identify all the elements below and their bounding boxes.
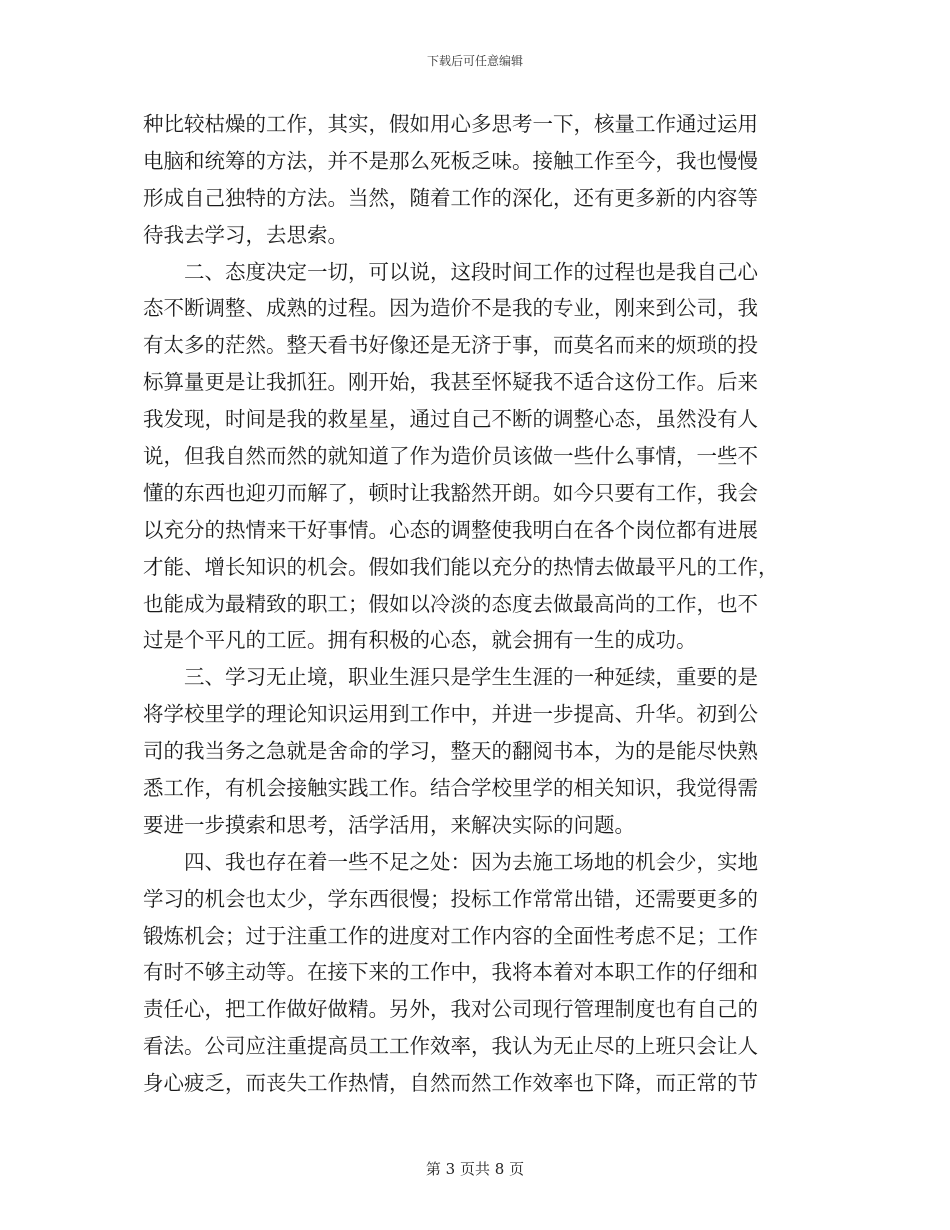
text-line: 司的我当务之急就是舍命的学习，整天的翻阅书本，为的是能尽快熟 — [143, 739, 758, 764]
text-line: 懂的东西也迎刃而解了，顿时让我豁然开朗。如今只要有工作，我会 — [143, 480, 758, 505]
text-line: 以充分的热情来干好事情。心态的调整使我明白在各个岗位都有进展 — [143, 517, 758, 542]
text-line: 待我去学习，去思索。 — [143, 222, 348, 247]
text-line: 二、态度决定一切，可以说，这段时间工作的过程也是我自己心 — [143, 259, 758, 284]
text-line: 四、我也存在着一些不足之处：因为去施工场地的机会少，实地 — [143, 849, 758, 874]
page-footer: 第 3 页共 8 页 — [425, 1160, 525, 1178]
text-line: 看法。公司应注重提高员工工作效率，我认为无止尽的上班只会让人 — [143, 1034, 758, 1059]
document-body — [143, 106, 805, 1102]
text-line: 锻炼机会；过于注重工作的进度对工作内容的全面性考虑不足；工作 — [143, 923, 758, 948]
text-line: 也能成为最精致的职工；假如以冷淡的态度去做最高尚的工作，也不 — [143, 591, 758, 616]
text-line: 态不断调整、成熟的过程。因为造价不是我的专业，刚来到公司，我 — [143, 296, 758, 321]
text-line: 我发现，时间是我的救星星，通过自己不断的调整心态，虽然没有人 — [143, 407, 758, 432]
text-line: 将学校里学的理论知识运用到工作中，并进一步提高、升华。初到公 — [143, 702, 758, 727]
text-line: 才能、增长知识的机会。假如我们能以充分的热情去做最平凡的工作， — [143, 554, 779, 579]
text-line: 有时不够主动等。在接下来的工作中，我将本着对本职工作的仔细和 — [143, 960, 758, 985]
text-line: 说，但我自然而然的就知道了作为造价员该做一些什么事情，一些不 — [143, 444, 758, 469]
text-line: 悉工作，有机会接触实践工作。结合学校里学的相关知识，我觉得需 — [143, 776, 758, 801]
text-line: 身心疲乏，而丧失工作热情，自然而然工作效率也下降，而正常的节 — [143, 1071, 758, 1096]
text-line: 形成自己独特的方法。当然，随着工作的深化，还有更多新的内容等 — [143, 185, 758, 210]
text-line: 过是个平凡的工匠。拥有积极的心态，就会拥有一生的成功。 — [143, 628, 697, 653]
text-line: 学习的机会也太少，学东西很慢；投标工作常常出错，还需要更多的 — [143, 886, 758, 911]
text-line: 三、学习无止境，职业生涯只是学生生涯的一种延续，重要的是 — [143, 665, 758, 690]
text-line: 种比较枯燥的工作，其实，假如用心多思考一下，核量工作通过运用 — [143, 112, 758, 136]
text-line: 有太多的茫然。整天看书好像还是无济于事，而莫名而来的烦琐的投 — [143, 333, 758, 358]
text-line: 要进一步摸索和思考，活学活用，来解决实际的问题。 — [143, 812, 635, 837]
text-line: 责任心，把工作做好做精。另外，我对公司现行管理制度也有自己的 — [143, 997, 758, 1022]
text-line: 标算量更是让我抓狂。刚开始，我甚至怀疑我不适合这份工作。后来 — [143, 370, 758, 395]
text-line: 电脑和统筹的方法，并不是那么死板乏味。接触工作至今，我也慢慢 — [143, 148, 758, 173]
page-header: 下载后可任意编辑 — [426, 54, 523, 68]
